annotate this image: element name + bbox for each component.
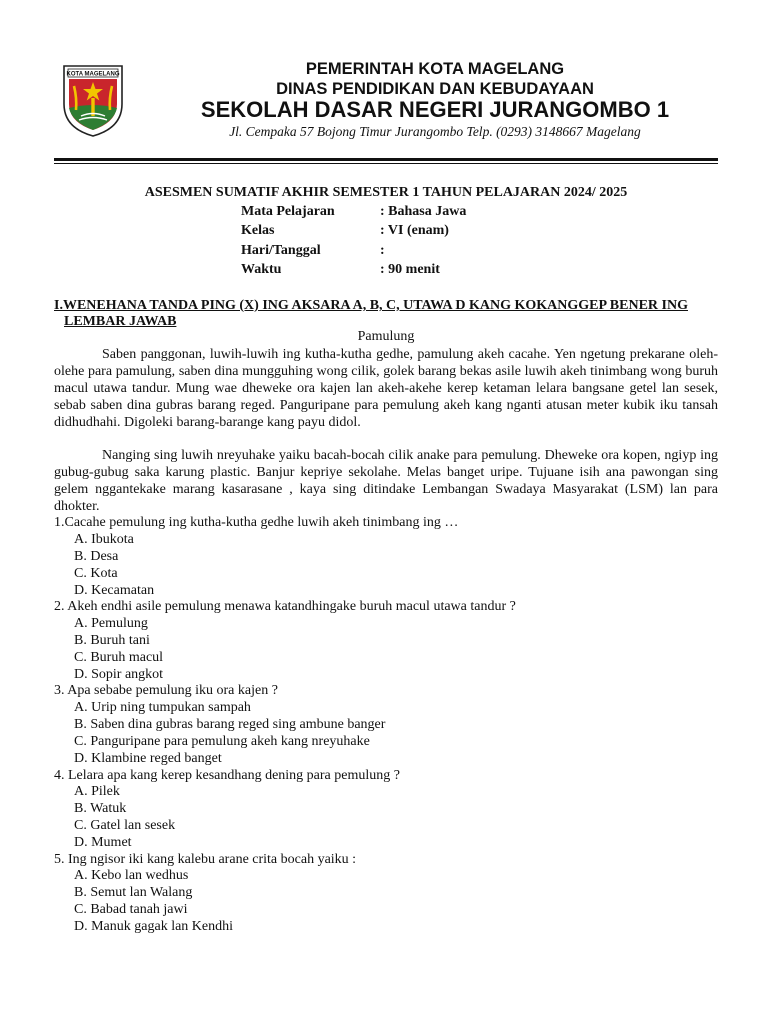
question-2-option-c: C. Buruh macul — [74, 650, 164, 665]
question-5-option-c: C. Babad tanah jawi — [74, 902, 188, 917]
question-4: 4. Lelara apa kang kerep kesandhang dening para pemulung ? — [54, 768, 400, 783]
story-paragraph-2: Nanging sing luwih nreyuhake yaiku bacah-bocah cilik anake para pemulung. Dheweke ora kopen, ngiyp ing gubug-gubug saka karung plastic. Banjur kepriye sekolahe. Melas banget uripe. Tujuane isih ana pawongan sing gelem nggantekake marang kasarasane , kaya sing ditindake Lembangan Swadaya Masyarakat (LSM) lan para dhokter. — [54, 448, 718, 514]
header-department-line: DINAS PENDIDIKAN DAN KEBUDAYAAN — [276, 80, 594, 98]
question-5: 5. Ing ngisor iki kang kalebu arane crita bocah yaiku : — [54, 852, 357, 867]
question-5-option-d: D. Manuk gagak lan Kendhi — [74, 919, 234, 934]
question-3-option-d: D. Klambine reged banget — [74, 751, 222, 766]
field-label-class: Kelas — [241, 223, 275, 238]
header-government-line: PEMERINTAH KOTA MAGELANG — [305, 60, 565, 78]
question-4-option-d: D. Mumet — [74, 835, 132, 850]
question-3-option-b: B. Saben dina gubras barang reged sing ambune banger — [74, 717, 386, 732]
story-title: Pamulung — [357, 329, 415, 344]
exam-title: ASESMEN SUMATIF AKHIR SEMESTER 1 TAHUN PELAJARAN 2024/ 2025 — [144, 185, 628, 200]
question-3-option-a: A. Urip ning tumpukan sampah — [74, 700, 251, 715]
question-2-option-b: B. Buruh tani — [74, 633, 150, 648]
question-2-option-a: A. Pemulung — [74, 616, 148, 631]
field-label-time: Waktu — [241, 262, 282, 277]
story-paragraph-1: Saben panggonan, luwih-luwih ing kutha-kutha gedhe, pamulung akeh cacahe. Yen ngetung prekarane oleh-olehe para pamulung, saben dina mungguhing wong cilik, golek barang bekas asile luwih akeh tinimbang wong buruh macul utawa tandur. Mung wae dheweke ora kajen lan akeh-akehe kerep ketaman lelara bangsane getel lan sesek, sebab saben dina gubras barang reged. Panguripane para pemulung akeh kang nganti atusan meter kubik iku tansah didhudhahi. Digoleki barang-barange kang payu didol. — [54, 347, 718, 430]
question-1-option-b: B. Desa — [74, 549, 119, 564]
svg-text:KOTA MAGELANG: KOTA MAGELANG — [66, 71, 120, 78]
header-address: Jl. Cempaka 57 Bojong Timur Jurangombo Telp. (0293) 3148667 Magelang — [229, 124, 641, 139]
question-4-option-b: B. Watuk — [74, 801, 127, 816]
section-heading — [54, 298, 734, 330]
question-5-option-b: B. Semut lan Walang — [74, 885, 193, 900]
question-3-option-c: C. Panguripane para pemulung akeh kang nreyuhake — [74, 734, 370, 749]
field-value-subject: : Bahasa Jawa — [380, 204, 467, 219]
question-3: 3. Apa sebabe pemulung iku ora kajen ? — [54, 683, 278, 698]
question-1-option-c: C. Kota — [74, 566, 118, 581]
field-value-time: : 90 menit — [380, 262, 440, 277]
kota-magelang-logo — [62, 64, 124, 138]
field-label-subject: Mata Pelajaran — [241, 204, 335, 219]
question-4-option-c: C. Gatel lan sesek — [74, 818, 176, 833]
question-1-option-a: A. Ibukota — [74, 532, 134, 547]
section-heading-text: I.WENEHANA TANDA PING (X) ING AKSARA A, B, C, UTAWA D KANG KOKANGGEP BENER ING LEMBAR JAWAB — [54, 298, 688, 329]
question-4-option-a: A. Pilek — [74, 784, 120, 799]
header-divider-thick — [54, 158, 718, 161]
field-value-class: : VI (enam) — [380, 223, 449, 238]
question-5-option-a: A. Kebo lan wedhus — [74, 868, 189, 883]
question-1-option-d: D. Kecamatan — [74, 583, 155, 598]
question-2: 2. Akeh endhi asile pemulung menawa katandhingake buruh macul utawa tandur ? — [54, 599, 516, 614]
header-school-name: SEKOLAH DASAR NEGERI JURANGOMBO 1 — [200, 97, 670, 122]
question-2-option-d: D. Sopir angkot — [74, 667, 164, 682]
field-value-date: : — [380, 243, 385, 258]
question-1: 1.Cacahe pemulung ing kutha-kutha gedhe luwih akeh tinimbang ing … — [54, 515, 459, 530]
field-label-date: Hari/Tanggal — [241, 243, 321, 258]
header-divider-thin — [54, 163, 718, 164]
